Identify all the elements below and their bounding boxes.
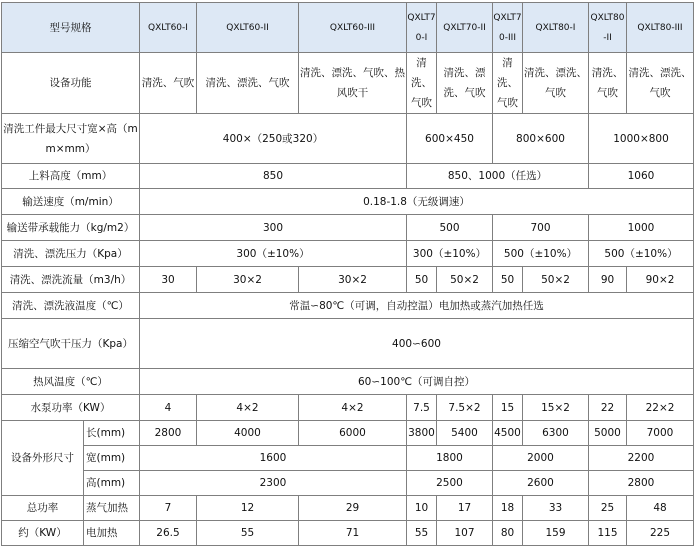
cell: 4×2: [299, 395, 407, 421]
cell: 300（±10%）: [407, 241, 493, 267]
cell: 600×450: [407, 114, 493, 164]
cell: 2800: [589, 471, 694, 496]
cell: 2000: [493, 446, 589, 471]
cell: 0.18-1.8（无级调速）: [140, 189, 694, 215]
model-header: QXLT70-III: [493, 3, 523, 53]
row-label: 约（KW）: [2, 521, 84, 546]
cell: 26.5: [140, 521, 197, 546]
cell: 115: [589, 521, 627, 546]
row-label: 清洗、漂洗流量（m3/h）: [2, 267, 140, 293]
cell: 7: [140, 496, 197, 521]
belt-capacity-row: [2, 215, 694, 241]
cell: 2200: [589, 446, 694, 471]
cell: 60∽100℃（可调自控）: [140, 369, 694, 395]
cell: 清洗、漂洗、气吹: [523, 53, 589, 114]
sub-label: 宽(mm): [84, 446, 140, 471]
cell: 48: [627, 496, 694, 521]
header-label: 型号规格: [2, 3, 140, 53]
cell: 50×2: [523, 267, 589, 293]
spec-table: [1, 2, 694, 546]
cell: 4: [140, 395, 197, 421]
loading-height-row: [2, 164, 694, 189]
cell: 1000: [589, 215, 694, 241]
pump-power-row: [2, 395, 694, 421]
cell: 1000×800: [589, 114, 694, 164]
cell: 107: [437, 521, 493, 546]
cell: 800×600: [493, 114, 589, 164]
cell: 6300: [523, 421, 589, 446]
cell: 1600: [140, 446, 407, 471]
row-label: 压缩空气吹干压力（Kpa）: [2, 319, 140, 369]
cell: 700: [493, 215, 589, 241]
cell: 50: [493, 267, 523, 293]
row-label: 热风温度（℃）: [2, 369, 140, 395]
model-header: QXLT60-II: [197, 3, 299, 53]
cell: 5400: [437, 421, 493, 446]
cell: 55: [197, 521, 299, 546]
cell: 850: [140, 164, 407, 189]
cell: 850、1000（任选）: [407, 164, 589, 189]
model-header: QXLT60-III: [299, 3, 407, 53]
row-label: 清洗、漂洗压力（Kpa）: [2, 241, 140, 267]
cell: 6000: [299, 421, 407, 446]
cell: 22: [589, 395, 627, 421]
sub-label: 长(mm): [84, 421, 140, 446]
dimension-width-row: [2, 446, 694, 471]
cell: 4000: [197, 421, 299, 446]
cell: 500: [407, 215, 493, 241]
header-row: [2, 3, 694, 53]
cell: 90: [589, 267, 627, 293]
cell: 80: [493, 521, 523, 546]
flow-row: [2, 267, 694, 293]
cell: 1060: [589, 164, 694, 189]
row-label: 上料高度（mm）: [2, 164, 140, 189]
row-label: 输送带承载能力（kg/m2）: [2, 215, 140, 241]
cell: 2500: [407, 471, 493, 496]
cell: 18: [493, 496, 523, 521]
pressure-row: [2, 241, 694, 267]
cell: 清洗、气吹: [493, 53, 523, 114]
cell: 常温∽80℃（可调，自动控温）电加热或蒸汽加热任选: [140, 293, 694, 319]
cell: 清洗、漂洗、气吹: [437, 53, 493, 114]
cell: 159: [523, 521, 589, 546]
cell: 50×2: [437, 267, 493, 293]
cell: 17: [437, 496, 493, 521]
air-pressure-row: [2, 319, 694, 369]
speed-row: [2, 189, 694, 215]
cell: 29: [299, 496, 407, 521]
max-size-row: [2, 114, 694, 164]
cell: 10: [407, 496, 437, 521]
cell: 12: [197, 496, 299, 521]
row-label: 设备功能: [2, 53, 140, 114]
cell: 500（±10%）: [493, 241, 589, 267]
cell: 4×2: [197, 395, 299, 421]
cell: 400∽600: [140, 319, 694, 369]
cell: 7000: [627, 421, 694, 446]
cell: 25: [589, 496, 627, 521]
model-header: QXLT70-II: [437, 3, 493, 53]
cell: 33: [523, 496, 589, 521]
row-label: 水泵功率（KW）: [2, 395, 140, 421]
row-label: 清洗工件最大尺寸宽×高（mm×mm）: [2, 114, 140, 164]
model-header: QXLT60-I: [140, 3, 197, 53]
cell: 71: [299, 521, 407, 546]
cell: 300（±10%）: [140, 241, 407, 267]
cell: 4500: [493, 421, 523, 446]
cell: 3800: [407, 421, 437, 446]
cell: 500（±10%）: [589, 241, 694, 267]
model-header: QXLT80-III: [627, 3, 694, 53]
row-label: 设备外形尺寸: [2, 421, 84, 496]
cell: 50: [407, 267, 437, 293]
cell: 7.5×2: [437, 395, 493, 421]
cell: 225: [627, 521, 694, 546]
row-label: 总功率: [2, 496, 84, 521]
dimension-height-row: [2, 471, 694, 496]
cell: 清洗、气吹: [407, 53, 437, 114]
cell: 400×（250或320）: [140, 114, 407, 164]
cell: 清洗、气吹: [589, 53, 627, 114]
cell: 2800: [140, 421, 197, 446]
cell: 5000: [589, 421, 627, 446]
model-header: QXLT80-II: [589, 3, 627, 53]
cell: 清洗、漂洗、气吹: [197, 53, 299, 114]
sub-label: 高(mm): [84, 471, 140, 496]
model-header: QXLT80-I: [523, 3, 589, 53]
cell: 15: [493, 395, 523, 421]
row-label: 清洗、漂洗液温度（℃）: [2, 293, 140, 319]
cell: 2600: [493, 471, 589, 496]
cell: 清洗、漂洗、气吹: [627, 53, 694, 114]
hot-air-temp-row: [2, 369, 694, 395]
cell: 15×2: [523, 395, 589, 421]
cell: 2300: [140, 471, 407, 496]
function-row: [2, 53, 694, 114]
cell: 30: [140, 267, 197, 293]
row-label: 输送速度（m/min）: [2, 189, 140, 215]
cell: 90×2: [627, 267, 694, 293]
cell: 300: [140, 215, 407, 241]
cell: 30×2: [299, 267, 407, 293]
cell: 30×2: [197, 267, 299, 293]
steam-power-row: [2, 496, 694, 521]
sub-label: 蒸气加热: [84, 496, 140, 521]
sub-label: 电加热: [84, 521, 140, 546]
cell: 55: [407, 521, 437, 546]
cell: 清洗、气吹: [140, 53, 197, 114]
cell: 1800: [407, 446, 493, 471]
cell: 7.5: [407, 395, 437, 421]
model-header: QXLT70-I: [407, 3, 437, 53]
liquid-temp-row: [2, 293, 694, 319]
dimension-length-row: [2, 421, 694, 446]
cell: 22×2: [627, 395, 694, 421]
cell: 清洗、漂洗、气吹、热风吹干: [299, 53, 407, 114]
